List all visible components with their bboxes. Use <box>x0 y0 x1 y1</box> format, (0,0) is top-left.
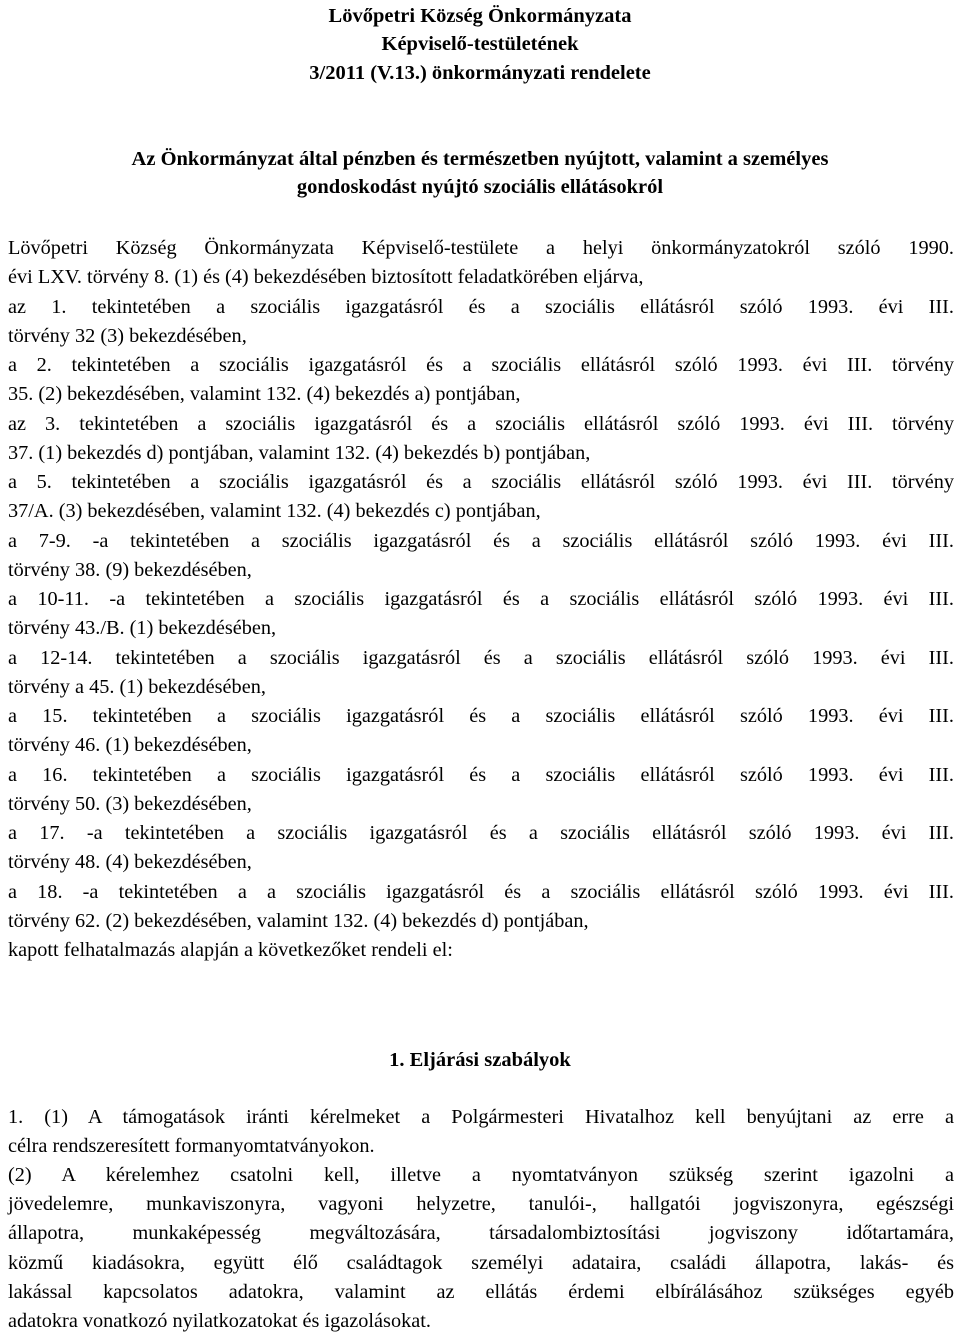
preamble-line: kapott felhatalmazás alapján a következőket rendeli el: <box>8 939 453 961</box>
paragraph-2-line: (2) A kérelemhez csatolni kell, illetve a nyomtatványon szükség szerint igazolni a <box>8 1164 954 1186</box>
preamble-line: törvény 62. (2) bekezdésében, valamint 132. (4) bekezdés d) pontjában, <box>8 909 589 932</box>
header-body: Képviselő-testületének <box>381 33 579 55</box>
subject-line-2: gondoskodást nyújtó szociális ellátásokról <box>296 176 664 198</box>
paragraph-1-line: 1. (1) A támogatások iránti kérelmeket a Polgármesteri Hivatalhoz kell benyújtani az erre a <box>8 1106 954 1128</box>
preamble-line: Lövőpetri Község Önkormányzata Képviselő-testülete a helyi önkormányzatokról szóló 1990. <box>8 237 954 259</box>
preamble-line: törvény 32 (3) bekezdésében, <box>8 324 247 347</box>
preamble-line: 37. (1) bekezdés d) pontjában, valamint 132. (4) bekezdés b) pontjában, <box>8 441 591 464</box>
preamble-line: a 2. tekintetében a szociális igazgatásról és a szociális ellátásról szóló 1993. évi III. törvény <box>8 354 954 376</box>
subject-line-1: Az Önkormányzat által pénzben és természetben nyújtott, valamint a személyes <box>131 148 829 170</box>
preamble-line: az 3. tekintetében a szociális igazgatásról és a szociális ellátásról szóló 1993. évi III. törvény <box>8 412 954 435</box>
preamble-line: évi LXV. törvény 8. (1) és (4) bekezdésében biztosított feladatkörében eljárva, <box>8 266 644 289</box>
preamble-line: a 18. -a tekintetében a a szociális igazgatásról és a szociális ellátásról szóló 1993. évi III. <box>8 880 954 903</box>
preamble-line: a 12-14. tekintetében a szociális igazgatásról és a szociális ellátásról szóló 1993. évi III. <box>8 646 954 669</box>
preamble-line: törvény 48. (4) bekezdésében, <box>8 851 252 874</box>
preamble-line: a 5. tekintetében a szociális igazgatásról és a szociális ellátásról szóló 1993. évi III. törvény <box>8 471 954 493</box>
preamble-line: 37/A. (3) bekezdésében, valamint 132. (4) bekezdés c) pontjában, <box>8 500 541 523</box>
paragraph-1-line: célra rendszeresített formanyomtatványokon. <box>8 1135 375 1157</box>
preamble-line: törvény 46. (1) bekezdésében, <box>8 734 252 757</box>
preamble-line: törvény 50. (3) bekezdésében, <box>8 792 252 815</box>
preamble-line: törvény 38. (9) bekezdésében, <box>8 558 252 581</box>
paragraph-2-line: állapotra, munkaképesség megváltozására, társadalombiztosítási jogviszony időtartamára, <box>8 1222 954 1245</box>
preamble-line: a 16. tekintetében a szociális igazgatásról és a szociális ellátásról szóló 1993. évi III. <box>8 763 954 786</box>
paragraph-2-line: adatokra vonatkozó nyilatkozatokat és igazolásokat. <box>8 1310 431 1332</box>
preamble-line: a 15. tekintetében a szociális igazgatásról és a szociális ellátásról szóló 1993. évi III. <box>8 705 954 727</box>
header-regulation-number: 3/2011 (V.13.) önkormányzati rendelete <box>309 62 651 84</box>
paragraph-2-line: közmű kiadásokra, együtt élő családtagok személyi adataira, családi állapotra, lakás- és <box>8 1251 954 1274</box>
preamble-line: a 10-11. -a tekintetében a szociális igazgatásról és a szociális ellátásról szóló 1993. évi III. <box>8 588 954 610</box>
preamble-line: törvény 43./B. (1) bekezdésében, <box>8 617 277 640</box>
preamble-line: a 7-9. -a tekintetében a szociális igazgatásról és a szociális ellátásról szóló 1993. évi III. <box>8 529 954 552</box>
preamble-line: 35. (2) bekezdésében, valamint 132. (4) bekezdés a) pontjában, <box>8 383 521 406</box>
preamble-line: törvény a 45. (1) bekezdésében, <box>8 675 266 698</box>
header-municipality: Lövőpetri Község Önkormányzata <box>328 5 632 27</box>
paragraph-2-line: jövedelemre, munkaviszonyra, vagyoni helyzetre, tanulói-, hallgatói jogviszonyra, egészségi <box>8 1193 954 1216</box>
preamble-line: a 17. -a tekintetében a szociális igazgatásról és a szociális ellátásról szóló 1993. évi III. <box>8 822 954 844</box>
paragraph-2-line: lakással kapcsolatos adatokra, valamint az ellátás érdemi elbírálásához szükséges egyéb <box>8 1280 954 1303</box>
section-heading: 1. Eljárási szabályok <box>389 1049 571 1071</box>
preamble-line: az 1. tekintetében a szociális igazgatásról és a szociális ellátásról szóló 1993. évi III. <box>8 295 954 318</box>
